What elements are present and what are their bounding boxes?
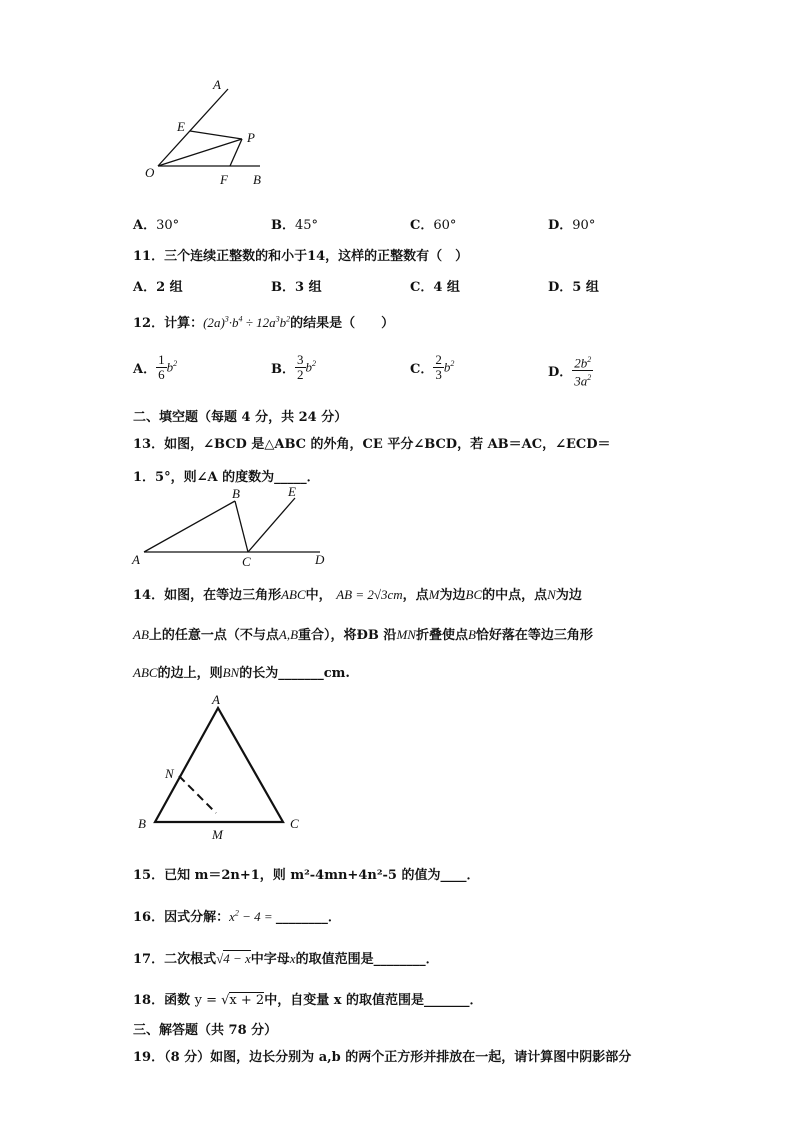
label-n: N: [165, 766, 174, 781]
q16-stem: 16．因式分解：$x^2 - 4$ = ________．: [133, 908, 341, 925]
segment-pf: [230, 139, 242, 166]
q10-option-b[interactable]: B．45°: [271, 218, 319, 233]
q11-option-b[interactable]: B．3 组: [271, 280, 322, 295]
segment-bc: [235, 501, 248, 552]
q10-option-c[interactable]: C．60°: [410, 218, 457, 233]
q10-option-d[interactable]: D．90°: [548, 218, 596, 233]
figure-equilateral-triangle: [130, 688, 310, 843]
section-solve-title: 三、解答题（共 78 分）: [133, 1023, 278, 1038]
triangle-abc: [155, 708, 283, 822]
q18-function: y = √x + 2: [194, 993, 265, 1008]
label-c: C: [242, 554, 251, 569]
q12-option-d[interactable]: D． $\frac{2b^2}{3a^2}$: [548, 355, 592, 389]
q11-option-a[interactable]: A．2 组: [133, 280, 183, 295]
label-o: O: [145, 165, 155, 180]
label-c: C: [290, 816, 299, 831]
segment-ep: [190, 131, 242, 139]
label-d: D: [315, 552, 325, 567]
q19-stem: 19．（8 分）如图，边长分别为 a,b 的两个正方形并排放在一起，请计算图中阴影部分: [133, 1050, 632, 1065]
q16-expression: $x^2 - 4$ =: [229, 908, 276, 924]
q11-stem: 11．三个连续正整数的和小于14，这样的正整数有（ ）: [133, 249, 469, 264]
label-e: E: [288, 484, 296, 499]
label-a: A: [132, 552, 140, 567]
q14-line1: 14．如图，在等边三角形ABC中， AB = 2√3cm，点M为边BC的中点，点N为边: [133, 587, 582, 603]
label-b: B: [253, 172, 261, 187]
label-e: E: [177, 119, 185, 134]
figure-triangle-abc-exterior: [130, 484, 340, 570]
label-a: A: [213, 77, 221, 92]
q12-option-c[interactable]: C． $\frac{2}{3}$ $b^2$: [410, 352, 455, 382]
q11-option-c[interactable]: C．4 组: [410, 280, 460, 295]
q12-expression: $(2a)^3\cdot b^4 \div 12a^3b^2$: [203, 314, 291, 330]
q15-stem: 15．已知 m＝2n+1，则 m²-4mn+4n²-5 的值为____．: [133, 868, 480, 883]
q18-stem: 18．函数 y = √x + 2中，自变量 x 的取值范围是_______．: [133, 993, 483, 1008]
q17-stem: 17．二次根式√4 − x中字母x的取值范围是________．: [133, 951, 439, 967]
label-m: M: [212, 827, 223, 842]
label-b: B: [232, 486, 240, 501]
q12-stem: 12．计算：$(2a)^3\cdot b^4 \div 12a^3b^2$的结果是（ ）: [133, 314, 395, 331]
label-a: A: [212, 692, 220, 707]
figure-angle-aob: [140, 75, 280, 190]
q13-line1: 13．如图，∠BCD 是△ABC 的外角，CE 平分∠BCD，若 AB＝AC，∠ECD＝: [133, 437, 611, 452]
q11-option-d[interactable]: D．5 组: [548, 280, 599, 295]
segment-ab: [144, 501, 235, 552]
q10-option-a[interactable]: A．30°: [133, 218, 180, 233]
section-fill-in-title: 二、填空题（每题 4 分，共 24 分）: [133, 410, 348, 425]
label-f: F: [220, 172, 228, 187]
q12-option-b[interactable]: B． $\frac{3}{2}$ $b^2$: [271, 352, 316, 382]
q13-line2: 1．5°，则∠A 的度数为_____．: [133, 470, 320, 485]
segment-ce: [248, 498, 295, 552]
q14-line2: AB上的任意一点（不与点A,B重合），将ÐB 沿MN折叠使点B恰好落在等边三角形: [133, 627, 593, 643]
label-b: B: [138, 816, 146, 831]
label-p: P: [247, 130, 255, 145]
q17-radical: √4 − x: [216, 951, 251, 966]
q12-option-a[interactable]: A． $\frac{1}{6}$ $b^2$: [133, 352, 178, 382]
fold-line-mn: [179, 776, 216, 813]
q14-line3: ABC的边上，则BN的长为_______cm.: [133, 665, 350, 681]
